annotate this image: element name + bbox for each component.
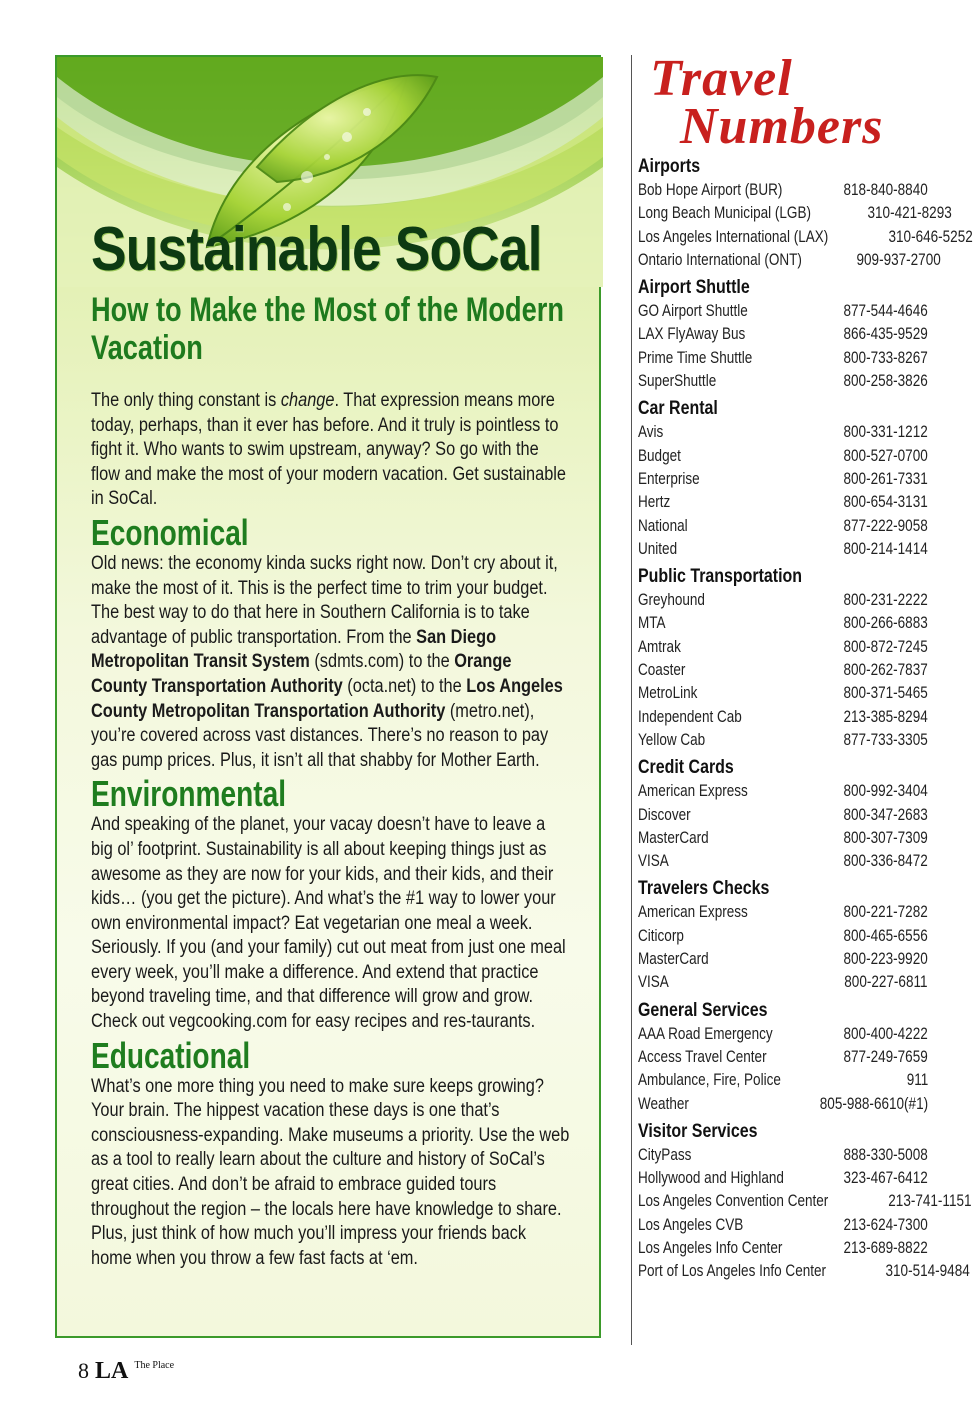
directory-row [638,1023,928,1046]
sidebar-title-line1: Travel [650,50,793,107]
directory-phone: 310-421-8293 [867,204,952,223]
educational-paragraph: What’s one more thing you need to make sure keeps growing? Your brain. The hippest vacation these days is one that’s consciousness-expanding. Make museums a priority. Use the web as a tool to really learn about the culture and history of SoCal’s great cities. And don’t be afraid to embrace guided tours throughout the region – the locals here have knowledge to share. Plus, just think of how much you’ll impress your friends back home when you throw a few fast facts at ‘em. [91,1075,570,1269]
directory-phone: 800-231-2222 [843,591,928,610]
directory-phone: 310-514-9484 [885,1262,971,1281]
directory-phone: 866-435-9529 [843,325,928,344]
directory-phone: 800-214-1414 [843,539,928,558]
directory-name: Citicorp [638,926,684,945]
directory-name: Amtrak [638,637,681,656]
directory-phone: 800-733-8267 [843,348,928,367]
article-subtitle: How to Make the Most of the Modern Vacation [91,291,564,367]
directory-row [638,468,928,491]
directory-row [638,1167,928,1190]
directory-phone: 805-988-6610(#1) [819,1094,928,1113]
directory-name: MetroLink [638,684,698,703]
directory-name: Hertz [638,493,671,512]
directory-row [638,300,928,323]
group-heading: Credit Cards [638,757,734,779]
group-heading: Airport Shuttle [638,277,750,299]
directory-group [638,999,928,1116]
directory-name: Weather [638,1094,689,1113]
directory-row [638,202,952,225]
directory-row [638,370,928,393]
directory-group [638,155,973,272]
directory-row [638,1144,928,1167]
directory-phone: 800-223-9920 [843,950,928,969]
directory-phone: 800-331-1212 [843,423,928,442]
directory-phone: 800-266-6883 [843,614,928,633]
directory-row [638,421,928,444]
directory-name: Port of Los Angeles Info Center [638,1262,827,1281]
section-heading-economical: Economical [91,511,249,553]
directory-name: MTA [638,614,666,633]
directory-name: Yellow Cab [638,730,706,749]
group-heading: Airports [638,156,701,177]
directory-phone: 877-222-9058 [843,516,928,535]
directory-phone: 818-840-8840 [843,181,928,199]
directory-row [638,445,928,468]
directory-phone: 800-992-3404 [843,782,928,801]
directory-row [638,901,928,924]
directory-row [638,729,928,752]
directory-groups [638,155,973,1284]
directory-name: Los Angeles International (LAX) [638,227,829,246]
page-number: 8 [78,1358,89,1383]
directory-row [638,1190,972,1213]
directory-row [638,1046,928,1069]
directory-name: VISA [638,973,669,992]
directory-name: Los Angeles Info Center [638,1238,783,1257]
directory-name: Hollywood and Highland [638,1169,784,1188]
directory-row [638,1069,928,1092]
travel-numbers-sidebar [638,50,973,1284]
directory-phone: 800-336-8472 [843,852,928,871]
directory-row [638,1260,971,1283]
directory-phone: 800-654-3131 [843,493,928,512]
directory-phone: 877-544-4646 [843,302,928,321]
directory-row [638,780,928,803]
directory-phone: 888-330-5008 [843,1145,928,1164]
directory-row [638,925,928,948]
directory-phone: 911 [906,1071,928,1090]
directory-phone: 800-258-3826 [843,372,928,391]
sidebar-title [638,50,928,155]
directory-group [638,397,928,561]
sidebar-title-line2: Numbers [680,98,884,155]
directory-name: Ambulance, Fire, Police [638,1071,781,1090]
brand-logo: LA [95,1358,129,1384]
directory-row [638,706,928,729]
group-heading: General Services [638,999,768,1021]
directory-name: Independent Cab [638,707,742,726]
directory-row [638,971,928,994]
directory-row [638,682,928,705]
directory-row [638,491,928,514]
section-heading-educational: Educational [91,1034,251,1076]
directory-phone: 800-347-2683 [843,805,928,824]
directory-phone: 800-261-7331 [843,469,928,488]
directory-name: LAX FlyAway Bus [638,325,746,344]
directory-name: Long Beach Municipal (LGB) [638,204,811,223]
article-panel [55,55,601,1338]
group-heading: Travelers Checks [638,878,770,900]
directory-row [638,612,928,635]
directory-group [638,276,928,393]
directory-row [638,538,928,561]
directory-name: Discover [638,805,691,824]
directory-group [638,877,928,994]
directory-row [638,347,928,370]
directory-row [638,804,928,827]
directory-group [638,756,928,873]
directory-row [638,249,941,272]
directory-phone: 213-624-7300 [843,1215,928,1234]
group-heading: Public Transportation [638,566,803,588]
directory-name: Budget [638,446,681,465]
directory-name: GO Airport Shuttle [638,302,748,321]
directory-group [638,565,928,752]
directory-phone: 800-307-7309 [843,828,928,847]
column-divider [631,55,632,1345]
directory-phone: 213-689-8822 [843,1238,928,1257]
directory-name: Ontario International (ONT) [638,250,802,269]
section-heading-environmental: Environmental [91,773,287,815]
environmental-paragraph: And speaking of the planet, your vacay doesn’t have to leave a big ol’ footprint. Sustainability is all about keeping things just as awesome as they are now for your kids, and their kids, and their kids… (you get the picture). And what’s the #1 way to lower your own environmental impact? Eat vegetarian one meal a week. Seriously. If you (and your family) cut out meat from just one meal every week, you’ll make a difference. And extend that practice beyond traveling time, and that difference will grow and grow. Check out vegcooking.com for easy recipes and res-taurants. [91,814,566,1033]
directory-row [638,659,928,682]
directory-phone: 800-221-7282 [843,903,928,922]
directory-name: American Express [638,903,748,922]
directory-name: Los Angeles Convention Center [638,1192,829,1211]
directory-phone: 800-371-5465 [843,684,928,703]
directory-row [638,636,928,659]
intro-paragraph: The only thing constant is change. That expression means more today, perhaps, than it ever has before. And it truly is pointless to fight it. Who wants to swim upstream, anyway? So go with the flow and make the most of your modern vacation. Get sustainable in SoCal. [91,390,567,510]
directory-phone: 323-467-6412 [843,1169,928,1188]
directory-name: MasterCard [638,828,709,847]
directory-row [638,226,973,249]
directory-phone: 800-262-7837 [843,661,928,680]
article-body [91,217,571,1271]
directory-phone: 877-249-7659 [843,1047,928,1066]
directory-name: AAA Road Emergency [638,1024,773,1043]
page-footer [78,1358,174,1385]
directory-row [638,323,928,346]
directory-phone: 213-741-1151 [888,1192,972,1211]
directory-name: MasterCard [638,950,709,969]
directory-name: SuperShuttle [638,372,717,391]
directory-name: Coaster [638,661,686,680]
directory-name: Prime Time Shuttle [638,348,753,367]
directory-phone: 800-527-0700 [843,446,928,465]
brand-tagline: The Place [134,1360,175,1371]
directory-phone: 310-646-5252 [888,227,973,246]
directory-name: National [638,516,688,535]
directory-row [638,827,928,850]
directory-row [638,850,928,873]
economical-paragraph: Old news: the economy kinda sucks right now. Don’t cry about it, make the most of it. This is the perfect time to trim your budget. The best way to do that here in Southern California is to take advantage of public transportation. From the San Diego Metropolitan Transit System (sdmts.com) to the Orange County Transportation Authority (octa.net) to the Los Angeles County Metropolitan Transportation Authority (metro.net), you’re covered across vast distances. There’s no reason to pay gas pump prices. Plus, it isn’t all that shabby for Mother Earth. [91,552,563,771]
directory-name: Bob Hope Airport (BUR) [638,181,783,199]
directory-row [638,179,928,202]
directory-name: Greyhound [638,591,705,610]
directory-row [638,1237,928,1260]
directory-name: Avis [638,423,664,442]
directory-phone: 909-937-2700 [856,250,941,269]
directory-row [638,948,928,971]
directory-name: CityPass [638,1145,692,1164]
directory-row [638,1214,928,1237]
directory-name: Los Angeles CVB [638,1215,744,1234]
article-title: Sustainable SoCal [91,215,542,284]
directory-group [638,1120,972,1284]
directory-name: Enterprise [638,469,700,488]
group-heading: Car Rental [638,398,718,420]
directory-phone: 800-872-7245 [843,637,928,656]
directory-name: American Express [638,782,748,801]
directory-name: VISA [638,852,669,871]
directory-row [638,1093,928,1116]
group-heading: Visitor Services [638,1120,758,1142]
directory-row [638,515,928,538]
directory-name: United [638,539,678,558]
directory-row [638,589,928,612]
directory-phone: 800-227-6811 [844,973,928,992]
directory-phone: 800-400-4222 [843,1024,928,1043]
directory-phone: 213-385-8294 [843,707,928,726]
directory-phone: 877-733-3305 [843,730,928,749]
directory-phone: 800-465-6556 [843,926,928,945]
directory-name: Access Travel Center [638,1047,767,1066]
